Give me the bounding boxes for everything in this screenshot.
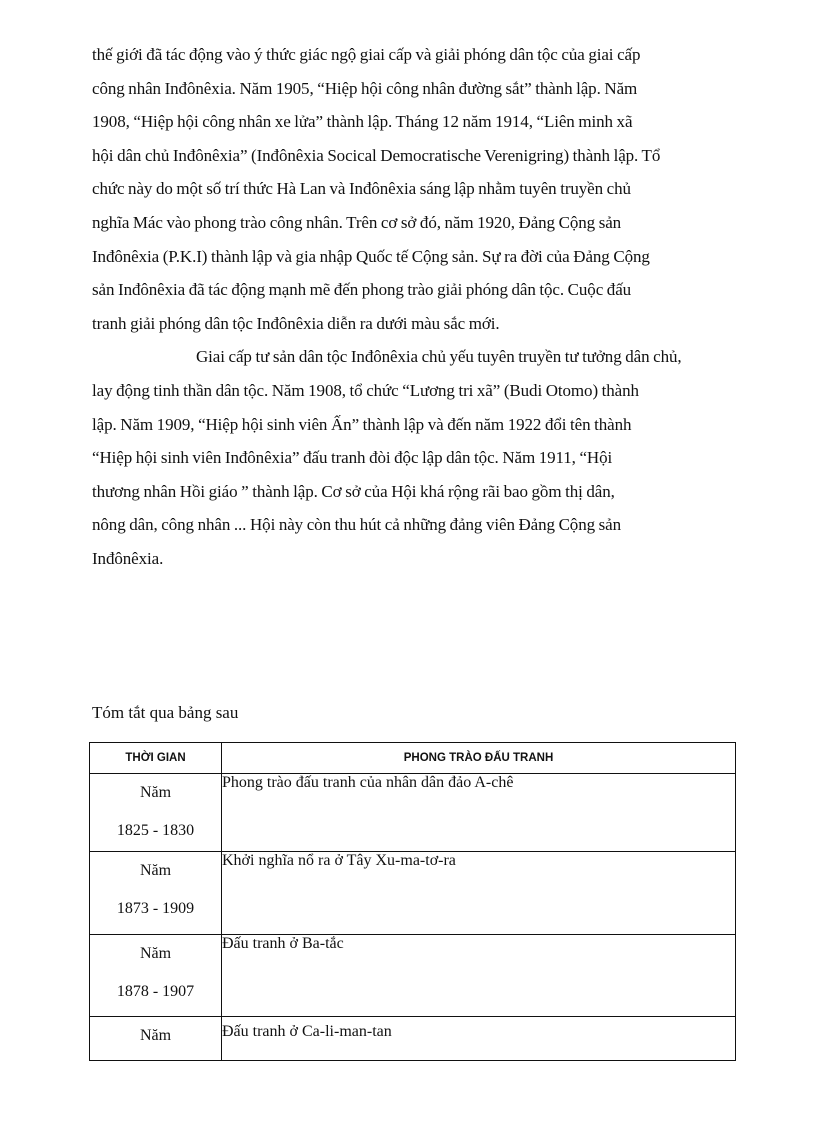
event-cell: Khởi nghĩa nổ ra ở Tây Xu-ma-tơ-ra	[222, 852, 736, 935]
paragraph-workers-movement	[92, 38, 764, 340]
time-cell	[90, 852, 222, 935]
paragraph-bourgeoisie	[92, 340, 764, 575]
table-caption: Tóm tắt qua bảng sau	[92, 703, 239, 722]
table-row	[90, 1017, 736, 1061]
time-label: Năm	[139, 784, 172, 801]
header-movement: PHONG TRÀO ĐẤU TRANH	[222, 743, 736, 774]
text-line: Inđônêxia (P.K.I) thành lập và gia nhập Quốc tế Cộng sản. Sự ra đời của Đảng Cộng	[92, 246, 650, 266]
time-label: Năm	[139, 1027, 172, 1044]
text-line: lay động tinh thần dân tộc. Năm 1908, tổ chức “Lương tri xã” (Budi Otomo) thành	[92, 380, 639, 400]
text-line: sản Inđônêxia đã tác động mạnh mẽ đến phong trào giải phóng dân tộc. Cuộc đấu	[92, 280, 632, 300]
time-range: 1878 - 1907	[116, 983, 195, 1000]
table-row	[90, 852, 736, 935]
table-row	[90, 935, 736, 1017]
text-line: Inđônêxia.	[92, 548, 164, 568]
time-label: Năm	[139, 945, 172, 962]
text-line: “Hiệp hội sinh viên Inđônêxia” đấu tranh đòi độc lập dân tộc. Năm 1911, “Hội	[92, 448, 613, 468]
time-cell	[90, 774, 222, 852]
text-line: nghĩa Mác vào phong trào công nhân. Trên cơ sở đó, năm 1920, Đảng Cộng sản	[92, 212, 622, 232]
event-cell: Đấu tranh ở Ba-tắc	[222, 935, 736, 1017]
time-cell	[90, 1017, 222, 1061]
body-text	[92, 38, 764, 576]
table-header-row	[90, 743, 736, 774]
text-line: hội dân chủ Inđônêxia” (Inđônêxia Socical Democratische Verenigring) thành lập. Tổ	[92, 145, 661, 165]
text-line: lập. Năm 1909, “Hiệp hội sinh viên Ấn” thành lập và đến năm 1922 đổi tên thành	[92, 414, 632, 434]
text-line: thế giới đã tác động vào ý thức giác ngộ giai cấp và giải phóng dân tộc của giai cấp	[92, 45, 641, 64]
summary-table	[89, 742, 736, 1061]
event-cell: Đấu tranh ở Ca-li-man-tan	[222, 1017, 736, 1061]
text-line: công nhân Inđônêxia. Năm 1905, “Hiệp hội công nhân đường sắt” thành lập. Năm	[92, 78, 638, 98]
event-cell: Phong trào đấu tranh của nhân dân đảo A-chê	[222, 774, 736, 852]
table-row	[90, 774, 736, 852]
text-line: thương nhân Hồi giáo ” thành lập. Cơ sở của Hội khá rộng rãi bao gồm thị dân,	[92, 481, 615, 501]
text-line: Giai cấp tư sản dân tộc Inđônêxia chủ yếu tuyên truyền tư tưởng dân chủ,	[196, 347, 682, 367]
time-range: 1825 - 1830	[116, 822, 195, 839]
text-line: chức này do một số trí thức Hà Lan và Inđônêxia sáng lập nhằm tuyên truyền chủ	[92, 179, 631, 199]
time-cell	[90, 935, 222, 1017]
text-line: 1908, “Hiệp hội công nhân xe lửa” thành lập. Tháng 12 năm 1914, “Liên minh xã	[92, 112, 633, 132]
text-line: tranh giải phóng dân tộc Inđônêxia diễn ra dưới màu sắc mới.	[92, 313, 500, 333]
time-label: Năm	[139, 862, 172, 879]
time-range: 1873 - 1909	[116, 900, 195, 917]
text-line: nông dân, công nhân ... Hội này còn thu hút cả những đảng viên Đảng Cộng sản	[92, 515, 622, 535]
header-time: THỜI GIAN	[90, 743, 222, 774]
